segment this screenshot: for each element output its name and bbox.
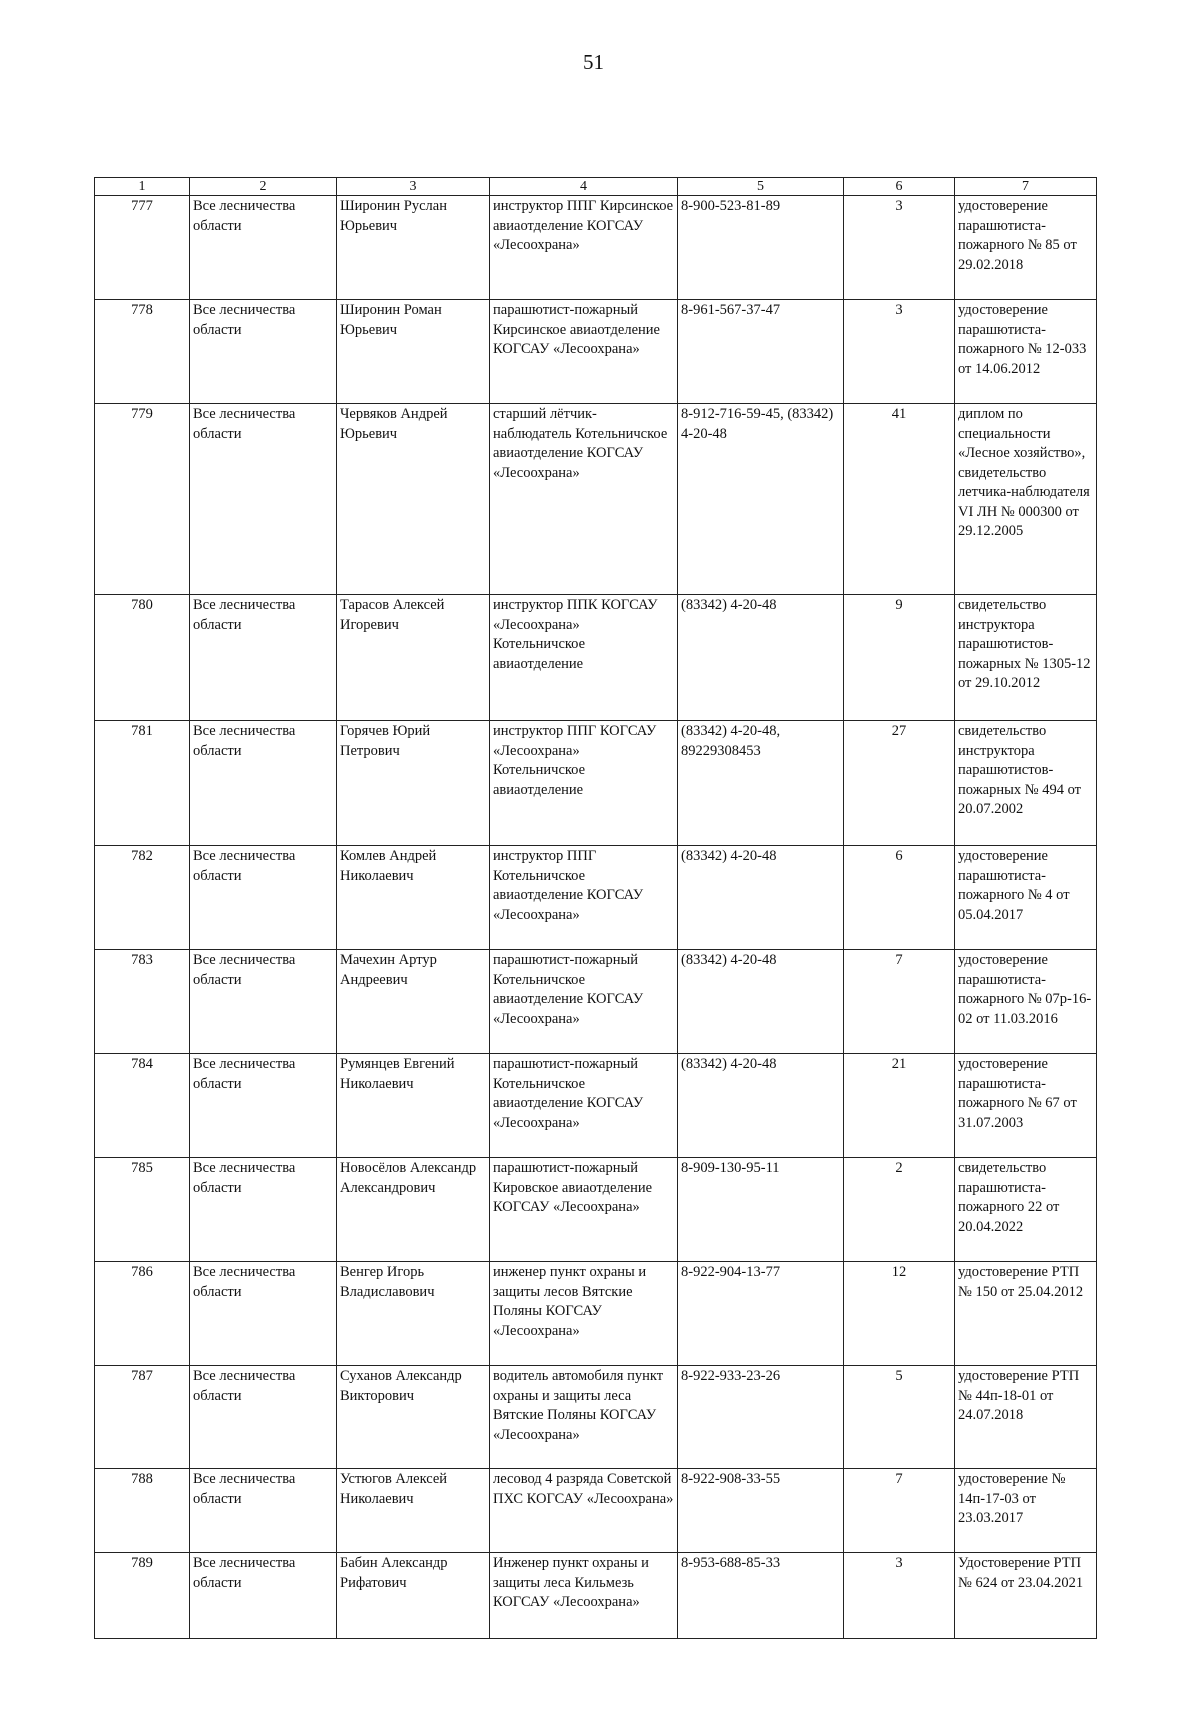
name-cell: Комлев Андрей Николаевич <box>337 846 490 950</box>
row-number: 786 <box>95 1262 190 1366</box>
position-cell: парашютист-пожарный Кировское авиаотделение КОГСАУ «Лесоохрана» <box>490 1158 678 1262</box>
row-number: 784 <box>95 1054 190 1158</box>
region-cell: Все лесничества области <box>190 1262 337 1366</box>
table-row <box>95 1262 1097 1366</box>
name-cell: Венгер Игорь Владиславович <box>337 1262 490 1366</box>
table-row <box>95 721 1097 846</box>
region-cell: Все лесничества области <box>190 950 337 1054</box>
document-cell: удостоверение РТП № 44п-18-01 от 24.07.2018 <box>955 1366 1097 1469</box>
position-cell: инструктор ППГ КОГСАУ «Лесоохрана» Котельничское авиаотделение <box>490 721 678 846</box>
region-cell: Все лесничества области <box>190 1553 337 1639</box>
row-number: 783 <box>95 950 190 1054</box>
row-number: 777 <box>95 196 190 300</box>
region-cell: Все лесничества области <box>190 1054 337 1158</box>
document-cell: диплом по специальности «Лесное хозяйство», свидетельство летчика-наблюдателя VI ЛН № 000300 от 29.12.2005 <box>955 404 1097 595</box>
experience-cell: 41 <box>844 404 955 595</box>
document-cell: удостоверение РТП № 150 от 25.04.2012 <box>955 1262 1097 1366</box>
table-row <box>95 846 1097 950</box>
region-cell: Все лесничества области <box>190 300 337 404</box>
personnel-table <box>94 177 1097 1639</box>
phone-cell: (83342) 4-20-48 <box>678 1054 844 1158</box>
document-cell: свидетельство инструктора парашютистов-пожарных № 1305-12 от 29.10.2012 <box>955 595 1097 721</box>
name-cell: Суханов Александр Викторович <box>337 1366 490 1469</box>
phone-cell: 8-922-908-33-55 <box>678 1469 844 1553</box>
position-cell: парашютист-пожарный Котельничское авиаотделение КОГСАУ «Лесоохрана» <box>490 1054 678 1158</box>
name-cell: Румянцев Евгений Николаевич <box>337 1054 490 1158</box>
phone-cell: 8-922-904-13-77 <box>678 1262 844 1366</box>
name-cell: Бабин Александр Рифатович <box>337 1553 490 1639</box>
row-number: 788 <box>95 1469 190 1553</box>
row-number: 782 <box>95 846 190 950</box>
table-row <box>95 1469 1097 1553</box>
position-cell: парашютист-пожарный Кирсинское авиаотделение КОГСАУ «Лесоохрана» <box>490 300 678 404</box>
document-cell: свидетельство инструктора парашютистов-пожарных № 494 от 20.07.2002 <box>955 721 1097 846</box>
position-cell: лесовод 4 разряда Советской ПХС КОГСАУ «Лесоохрана» <box>490 1469 678 1553</box>
phone-cell: 8-909-130-95-11 <box>678 1158 844 1262</box>
experience-cell: 3 <box>844 196 955 300</box>
position-cell: инструктор ППК КОГСАУ «Лесоохрана» Котельничское авиаотделение <box>490 595 678 721</box>
phone-cell: 8-961-567-37-47 <box>678 300 844 404</box>
phone-cell: (83342) 4-20-48 <box>678 846 844 950</box>
row-number: 778 <box>95 300 190 404</box>
region-cell: Все лесничества области <box>190 595 337 721</box>
phone-cell: 8-922-933-23-26 <box>678 1366 844 1469</box>
row-number: 785 <box>95 1158 190 1262</box>
page-number: 51 <box>583 50 604 74</box>
experience-cell: 27 <box>844 721 955 846</box>
phone-cell: 8-900-523-81-89 <box>678 196 844 300</box>
position-cell: инструктор ППГ Кирсинское авиаотделение КОГСАУ «Лесоохрана» <box>490 196 678 300</box>
name-cell: Новосёлов Александр Александрович <box>337 1158 490 1262</box>
name-cell: Мачехин Артур Андреевич <box>337 950 490 1054</box>
table-row <box>95 1054 1097 1158</box>
experience-cell: 7 <box>844 950 955 1054</box>
region-cell: Все лесничества области <box>190 721 337 846</box>
experience-cell: 5 <box>844 1366 955 1469</box>
header-cell: 7 <box>955 178 1097 196</box>
row-number: 789 <box>95 1553 190 1639</box>
region-cell: Все лесничества области <box>190 846 337 950</box>
row-number: 779 <box>95 404 190 595</box>
row-number: 780 <box>95 595 190 721</box>
region-cell: Все лесничества области <box>190 196 337 300</box>
phone-cell: 8-953-688-85-33 <box>678 1553 844 1639</box>
experience-cell: 12 <box>844 1262 955 1366</box>
experience-cell: 3 <box>844 300 955 404</box>
header-row <box>95 178 1097 196</box>
table-row <box>95 196 1097 300</box>
experience-cell: 7 <box>844 1469 955 1553</box>
position-cell: Инженер пункт охраны и защиты леса Кильмезь КОГСАУ «Лесоохрана» <box>490 1553 678 1639</box>
region-cell: Все лесничества области <box>190 1158 337 1262</box>
phone-cell: 8-912-716-59-45, (83342) 4-20-48 <box>678 404 844 595</box>
header-cell: 1 <box>95 178 190 196</box>
table-row <box>95 1366 1097 1469</box>
table-row <box>95 300 1097 404</box>
name-cell: Горячев Юрий Петрович <box>337 721 490 846</box>
position-cell: водитель автомобиля пункт охраны и защиты леса Вятские Поляны КОГСАУ «Лесоохрана» <box>490 1366 678 1469</box>
phone-cell: (83342) 4-20-48 <box>678 950 844 1054</box>
name-cell: Червяков Андрей Юрьевич <box>337 404 490 595</box>
row-number: 787 <box>95 1366 190 1469</box>
table-row <box>95 404 1097 595</box>
experience-cell: 9 <box>844 595 955 721</box>
name-cell: Широнин Роман Юрьевич <box>337 300 490 404</box>
document-cell: Удостоверение РТП № 624 от 23.04.2021 <box>955 1553 1097 1639</box>
header-cell: 3 <box>337 178 490 196</box>
table-row <box>95 950 1097 1054</box>
position-cell: старший лётчик-наблюдатель Котельничское авиаотделение КОГСАУ «Лесоохрана» <box>490 404 678 595</box>
experience-cell: 2 <box>844 1158 955 1262</box>
document-cell: удостоверение парашютиста-пожарного № 07р-16-02 от 11.03.2016 <box>955 950 1097 1054</box>
experience-cell: 6 <box>844 846 955 950</box>
name-cell: Устюгов Алексей Николаевич <box>337 1469 490 1553</box>
region-cell: Все лесничества области <box>190 1469 337 1553</box>
header-cell: 4 <box>490 178 678 196</box>
table-row <box>95 595 1097 721</box>
document-cell: удостоверение № 14п-17-03 от 23.03.2017 <box>955 1469 1097 1553</box>
table-row <box>95 1553 1097 1639</box>
phone-cell: (83342) 4-20-48 <box>678 595 844 721</box>
document-cell: свидетельство парашютиста-пожарного 22 от 20.04.2022 <box>955 1158 1097 1262</box>
phone-cell: (83342) 4-20-48, 89229308453 <box>678 721 844 846</box>
position-cell: инструктор ППГ Котельничское авиаотделение КОГСАУ «Лесоохрана» <box>490 846 678 950</box>
document-cell: удостоверение парашютиста-пожарного № 67 от 31.07.2003 <box>955 1054 1097 1158</box>
header-cell: 5 <box>678 178 844 196</box>
experience-cell: 3 <box>844 1553 955 1639</box>
document-cell: удостоверение парашютиста-пожарного № 12-033 от 14.06.2012 <box>955 300 1097 404</box>
name-cell: Широнин Руслан Юрьевич <box>337 196 490 300</box>
header-cell: 6 <box>844 178 955 196</box>
region-cell: Все лесничества области <box>190 1366 337 1469</box>
table-row <box>95 1158 1097 1262</box>
experience-cell: 21 <box>844 1054 955 1158</box>
row-number: 781 <box>95 721 190 846</box>
header-cell: 2 <box>190 178 337 196</box>
document-cell: удостоверение парашютиста-пожарного № 4 от 05.04.2017 <box>955 846 1097 950</box>
document-cell: удостоверение парашютиста-пожарного № 85 от 29.02.2018 <box>955 196 1097 300</box>
region-cell: Все лесничества области <box>190 404 337 595</box>
position-cell: парашютист-пожарный Котельничское авиаотделение КОГСАУ «Лесоохрана» <box>490 950 678 1054</box>
position-cell: инженер пункт охраны и защиты лесов Вятские Поляны КОГСАУ «Лесоохрана» <box>490 1262 678 1366</box>
name-cell: Тарасов Алексей Игоревич <box>337 595 490 721</box>
